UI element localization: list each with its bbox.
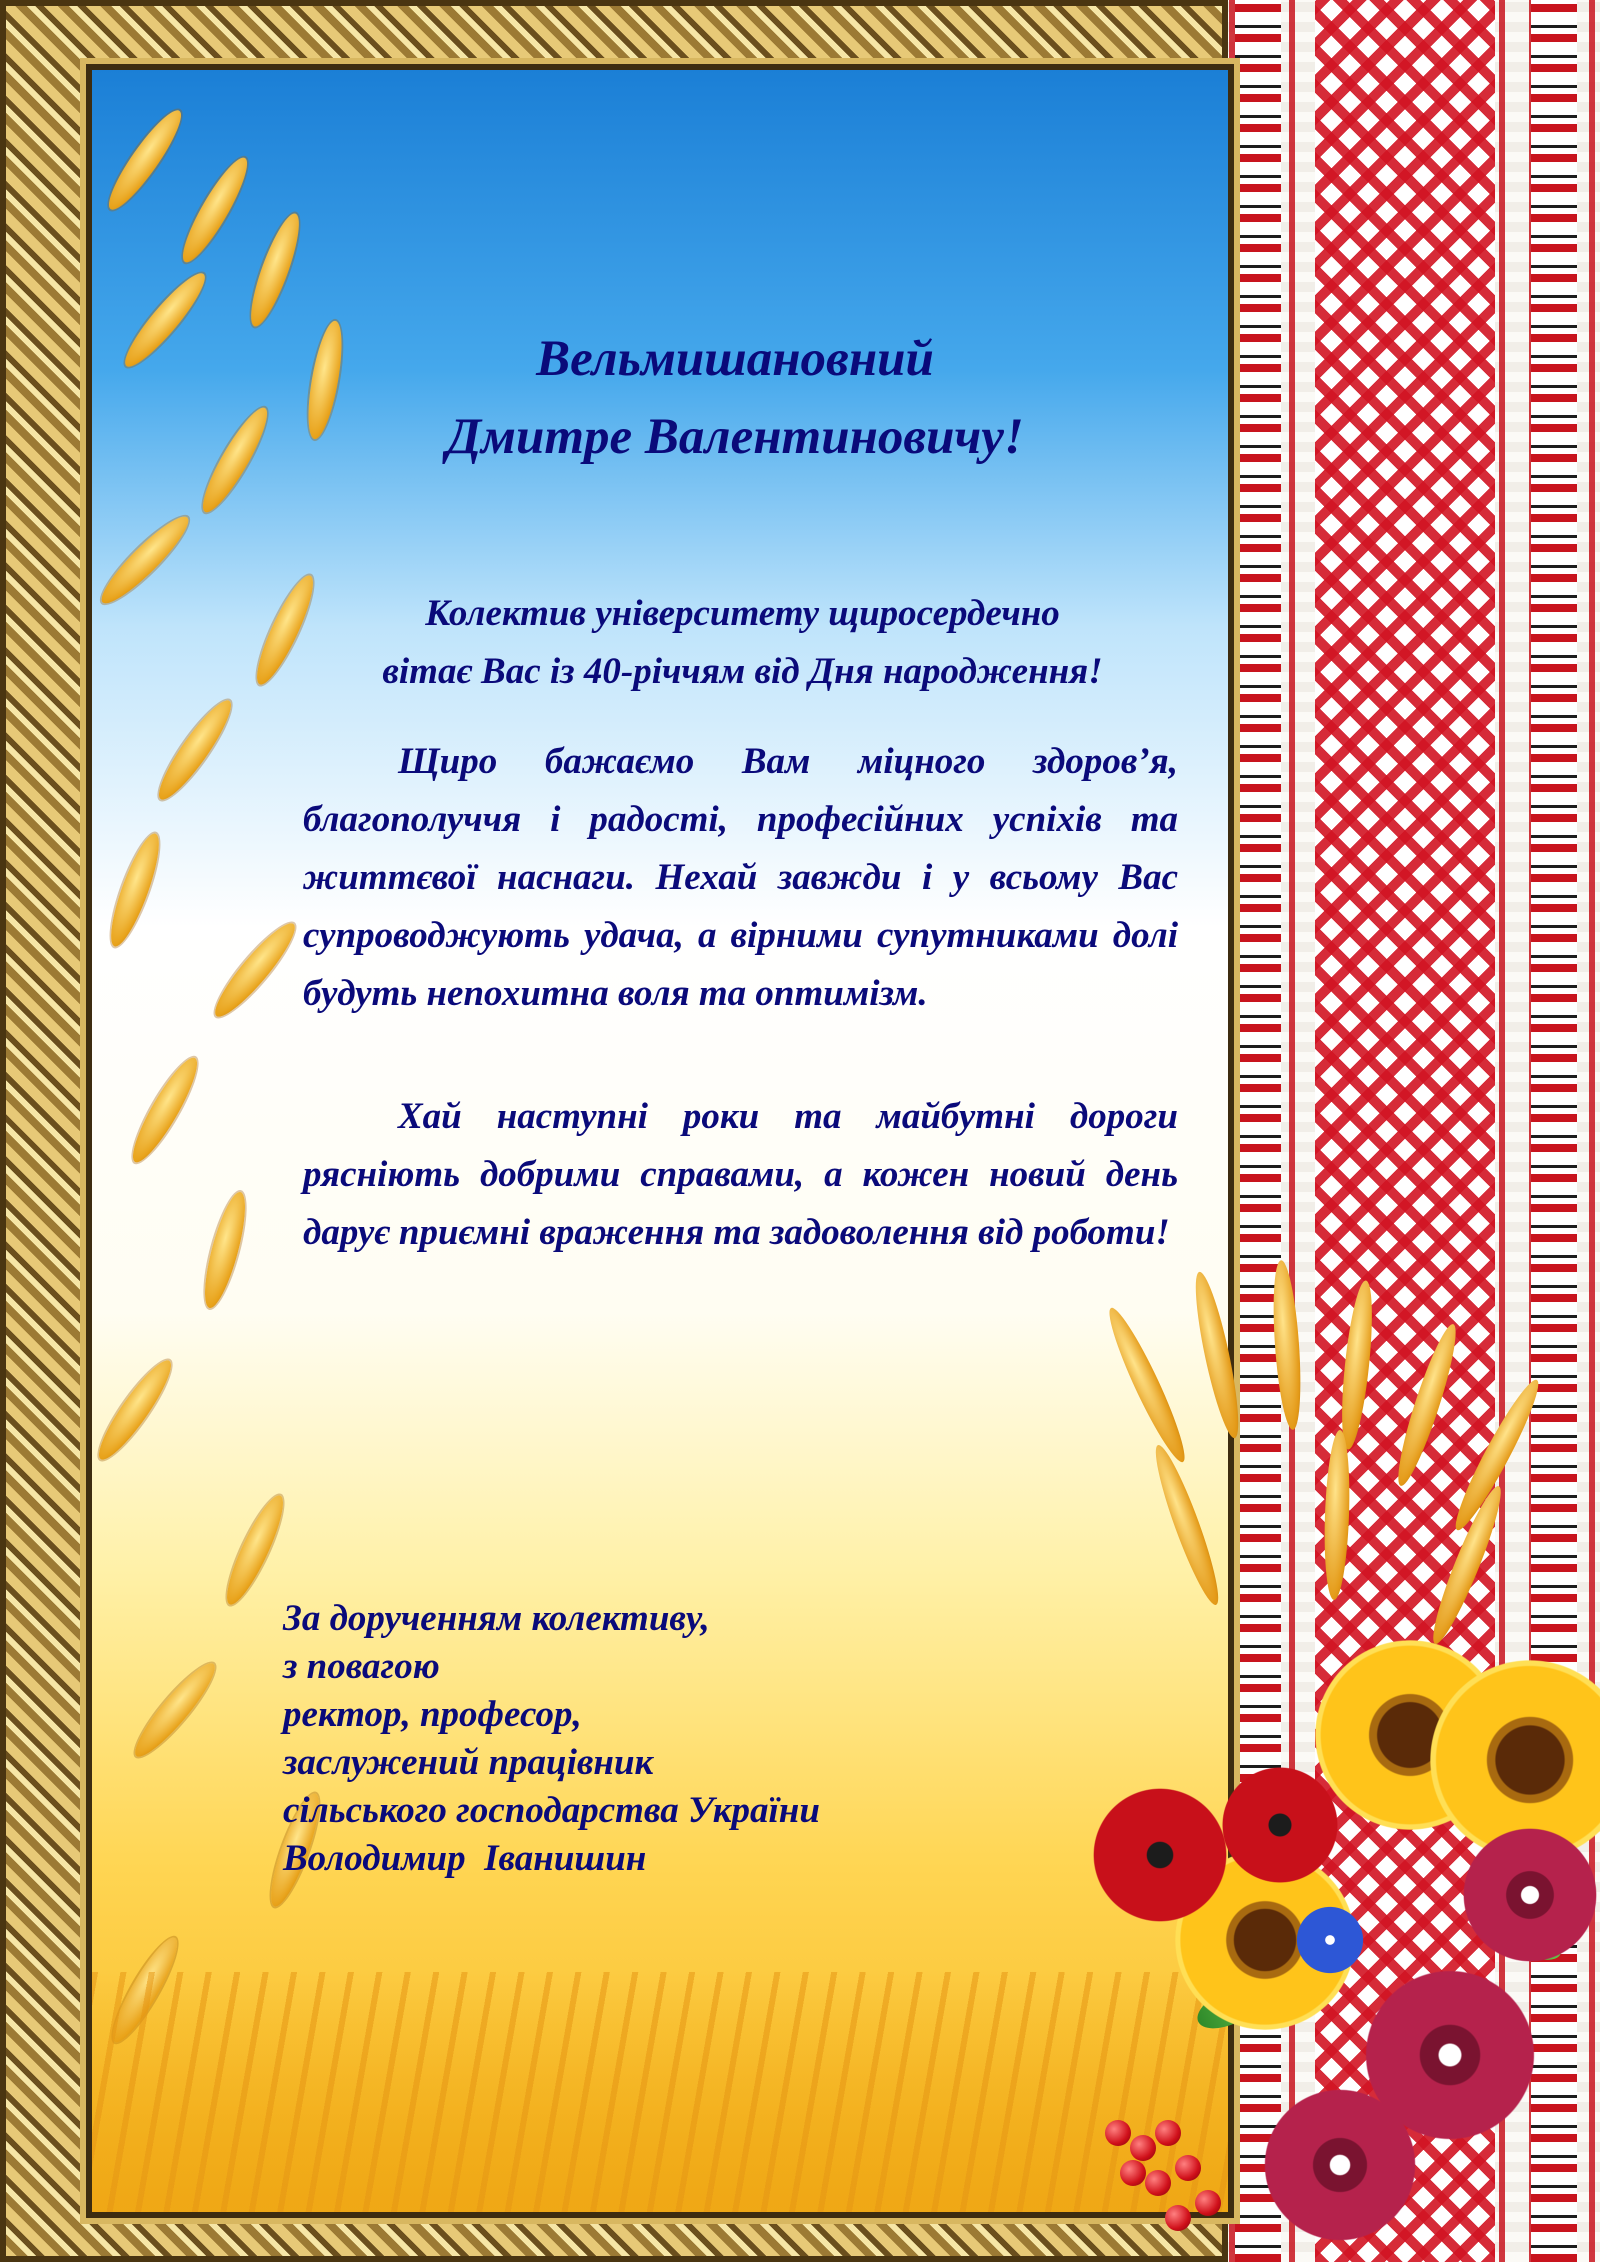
sunflower-poppy-bouquet-icon: [1075, 1260, 1600, 2262]
wish-paragraph-1: Щиро бажаємо Вам міцного здоров’я, благополуччя і радості, професійних успіхів та життєвої наснаги. Нехай завжди і у всьому Вас супроводжують удача, а вірними супутниками долі будуть непохитна воля та оптимізм.: [303, 741, 1178, 1014]
greeting-line-2: Дмитре Валентиновичу!: [446, 409, 1024, 465]
intro-line-1: Колектив університету щиросердечно: [425, 593, 1060, 634]
signature-block: [283, 1595, 983, 1883]
signature-name: Володимир Іванишин: [283, 1838, 647, 1879]
signature-line-1: За дорученням колективу,: [283, 1598, 710, 1639]
intro-text: [300, 585, 1185, 701]
intro-line-2: вітає Вас із 40-річчям від Дня народження!: [382, 651, 1103, 692]
signature-line-5: сільського господарства України: [283, 1790, 820, 1831]
signature-line-2: з повагою: [283, 1646, 440, 1687]
wish-paragraph-2: Хай наступні роки та майбутні дороги рясніють добрими справами, а кожен новий день дарує приємні враження та задоволення від роботи!: [303, 1096, 1178, 1253]
greeting-line-1: Вельмишановний: [536, 331, 934, 387]
greeting-heading: [300, 320, 1170, 476]
signature-line-3: ректор, професор,: [283, 1694, 582, 1735]
wheat-field: [92, 1972, 1228, 2212]
signature-line-4: заслужений працівник: [283, 1742, 654, 1783]
